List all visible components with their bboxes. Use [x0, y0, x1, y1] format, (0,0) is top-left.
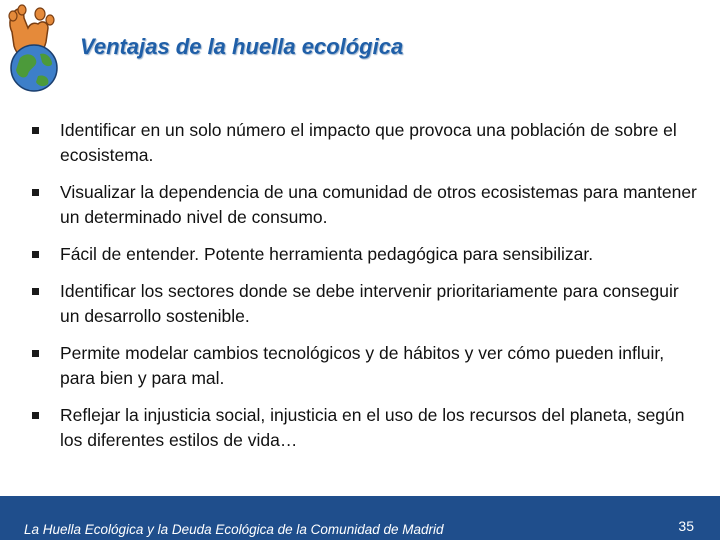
square-bullet-icon	[32, 127, 39, 134]
square-bullet-icon	[32, 350, 39, 357]
bullet-text: Identificar en un solo número el impacto que provoca una población de sobre el ecosistema.	[60, 120, 677, 165]
footprint-globe-logo	[2, 2, 70, 94]
bullet-item	[30, 180, 700, 230]
bullet-text: Reflejar la injusticia social, injusticia en el uso de los recursos del planeta, según los diferentes estilos de vida…	[60, 405, 685, 450]
bullet-item	[30, 118, 700, 168]
bullet-text: Fácil de entender. Potente herramienta pedagógica para sensibilizar.	[60, 244, 594, 264]
bullet-item	[30, 403, 700, 453]
page-number: 35	[678, 518, 694, 534]
square-bullet-icon	[32, 189, 39, 196]
bullet-text: Permite modelar cambios tecnológicos y de hábitos y ver cómo pueden influir, para bien y para mal.	[60, 343, 665, 388]
footer-text: La Huella Ecológica y la Deuda Ecológica de la Comunidad de Madrid	[24, 522, 444, 537]
square-bullet-icon	[32, 288, 39, 295]
square-bullet-icon	[32, 412, 39, 419]
bullet-item	[30, 242, 700, 267]
slide-title: Ventajas de la huella ecológica	[80, 34, 404, 59]
bullet-text: Identificar los sectores donde se debe intervenir prioritariamente para conseguir un desarrollo sostenible.	[60, 281, 679, 326]
square-bullet-icon	[32, 251, 39, 258]
bullet-text: Visualizar la dependencia de una comunidad de otros ecosistemas para mantener un determinado nivel de consumo.	[60, 182, 697, 227]
bullet-item	[30, 341, 700, 391]
bullet-item	[30, 279, 700, 329]
bullet-list	[30, 118, 700, 465]
